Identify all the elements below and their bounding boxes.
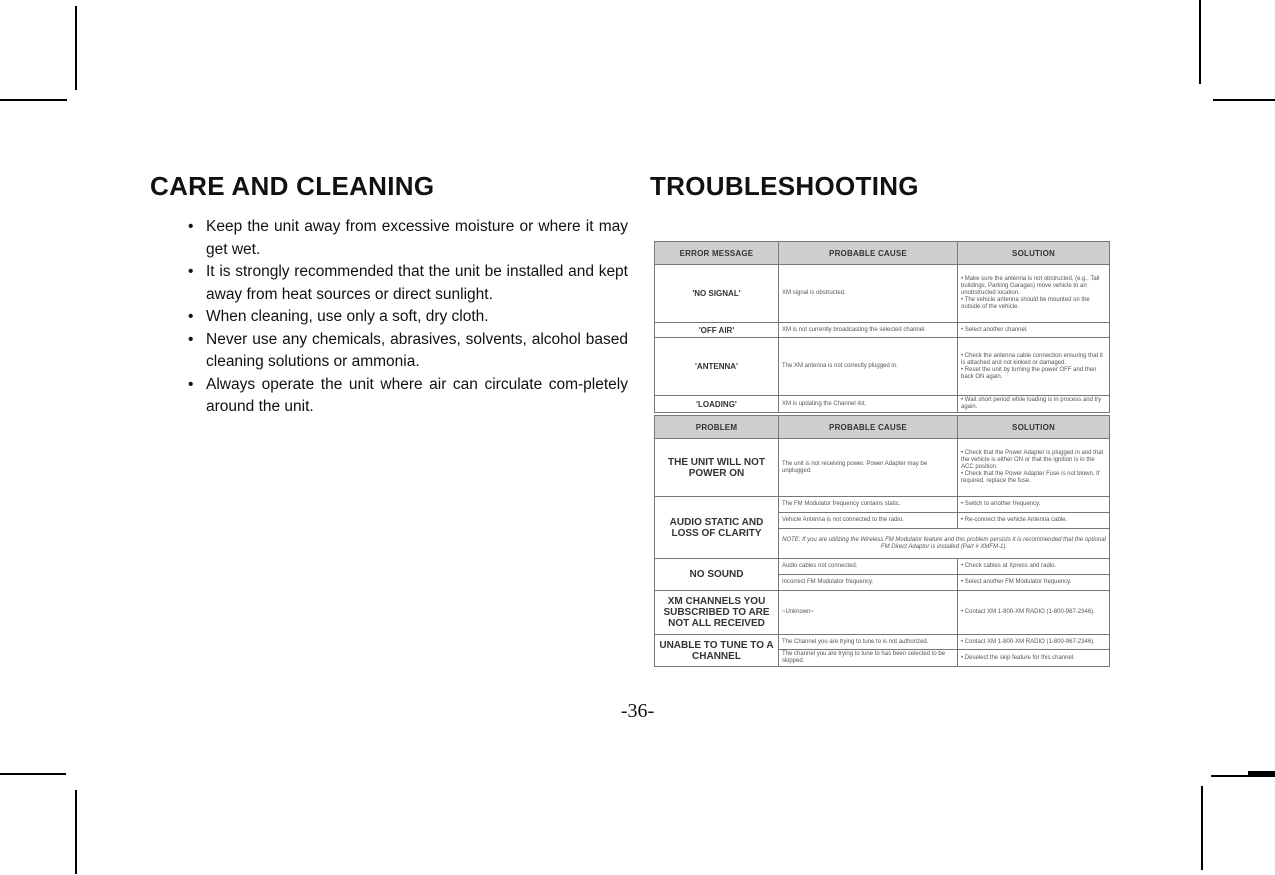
solution: • Make sure the antenna is not obstructed, (e.g., Tall buildings, Parking Garages) move vehicle to an unobstructed location. • The vehicle antenna should be mounted on the outside of the vehicle. <box>958 265 1110 323</box>
crop-mark <box>0 99 67 101</box>
table-row <box>655 323 1110 338</box>
solution: • Re-connect the vehicle Antenna cable. <box>958 513 1110 529</box>
bullet-icon: • <box>188 330 194 348</box>
table-row <box>655 396 1110 413</box>
problem: AUDIO STATIC AND LOSS OF CLARITY <box>655 497 779 559</box>
table-row <box>655 497 1110 513</box>
crop-mark <box>75 790 77 874</box>
problem: XM CHANNELS YOU SUBSCRIBED TO ARE NOT ALL RECEIVED <box>655 591 779 635</box>
probable-cause: XM is updating the Channel list. <box>779 396 958 413</box>
care-list <box>150 216 628 419</box>
list-item: • Keep the unit away from excessive moisture or where it may get wet. <box>188 218 628 258</box>
solution: • Switch to another frequency. <box>958 497 1110 513</box>
column-header: PROBLEM <box>655 416 779 439</box>
problem-table <box>654 415 1110 667</box>
solution: • Check the antenna cable connection ensuring that it is attached and not kinked or damaged. • Reset the unit by turning the power OFF and then back ON again. <box>958 338 1110 396</box>
crop-mark <box>1213 99 1275 101</box>
probable-cause: The channel you are trying to tune to has been selected to be skipped. <box>779 650 958 667</box>
table-row <box>655 265 1110 323</box>
crop-mark <box>1199 0 1201 84</box>
probable-cause: XM signal is obstructed. <box>779 265 958 323</box>
error-table <box>654 241 1110 413</box>
solution: • Deselect the skip feature for this channel. <box>958 650 1110 667</box>
solution: • Check that the Power Adapter is plugged in and that the vehicle is either ON or that the ignition is in the ACC position. • Check that the Power Adapter Fuse is not blown. If required, replace the fuse. <box>958 439 1110 497</box>
error-message: 'LOADING' <box>655 396 779 413</box>
column-header: PROBABLE CAUSE <box>779 242 958 265</box>
column-header: SOLUTION <box>958 416 1110 439</box>
solution: • Wait short period while loading is in process and try again. <box>958 396 1110 413</box>
care-section <box>150 170 628 419</box>
list-item: • When cleaning, use only a soft, dry cloth. <box>150 306 628 329</box>
solution: • Contact XM 1-800-XM RADIO (1-800-967-2346). <box>958 635 1110 650</box>
error-message: 'OFF AIR' <box>655 323 779 338</box>
probable-cause: The FM Modulator frequency contains static. <box>779 497 958 513</box>
probable-cause: The Channel you are trying to tune to is not authorized. <box>779 635 958 650</box>
crop-mark <box>1201 786 1203 870</box>
solution: • Select another channel. <box>958 323 1110 338</box>
error-message: 'NO SIGNAL' <box>655 265 779 323</box>
problem: UNABLE TO TUNE TO A CHANNEL <box>655 635 779 667</box>
problem: THE UNIT WILL NOT POWER ON <box>655 439 779 497</box>
solution: • Check cables at Xpress and radio. <box>958 559 1110 575</box>
solution: • Contact XM 1-800-XM RADIO (1-800-967-2346). <box>958 591 1110 635</box>
list-item: • It is strongly recommended that the unit be installed and kept away from heat sources or direct sunlight. <box>188 263 628 303</box>
column-header: PROBABLE CAUSE <box>779 416 958 439</box>
column-header: ERROR MESSAGE <box>655 242 779 265</box>
table-header-row <box>655 416 1110 439</box>
probable-cause: Incorrect FM Modulator frequency. <box>779 575 958 591</box>
crop-mark <box>1211 775 1275 777</box>
probable-cause: The unit is not receiving power. Power Adapter may be unplugged. <box>779 439 958 497</box>
table-header-row <box>655 242 1110 265</box>
probable-cause: Vehicle Antenna is not connected to the radio. <box>779 513 958 529</box>
probable-cause: Audio cables not connected. <box>779 559 958 575</box>
error-message: 'ANTENNA' <box>655 338 779 396</box>
solution: • Select another FM Modulator frequency. <box>958 575 1110 591</box>
troubleshooting-table <box>654 241 1109 684</box>
bullet-icon: • <box>188 375 194 393</box>
probable-cause: ~Unknown~ <box>779 591 958 635</box>
problem: NO SOUND <box>655 559 779 591</box>
table-row <box>655 559 1110 575</box>
list-item: • Never use any chemicals, abrasives, solvents, alcohol based cleaning solutions or ammonia. <box>188 330 628 370</box>
list-item: • Always operate the unit where air can circulate com-pletely around the unit. <box>188 375 628 415</box>
page-number: -36- <box>620 700 655 722</box>
troubleshooting-section <box>650 170 1120 202</box>
crop-mark <box>0 773 66 775</box>
bullet-icon: • <box>188 308 194 325</box>
note: NOTE: If you are utilizing the Wireless FM Modulator feature and this problem persists it is recommended that the optional FM Direct Adaptor is installed (Part # XMFM-1). <box>779 529 1110 559</box>
table-row <box>655 591 1110 635</box>
care-title: CARE AND CLEANING <box>150 171 435 201</box>
table-row <box>655 439 1110 497</box>
crop-mark <box>75 6 77 90</box>
troubleshooting-title: TROUBLESHOOTING <box>650 171 919 201</box>
bullet-icon: • <box>188 218 194 235</box>
probable-cause: The XM antenna is not correctly plugged in. <box>779 338 958 396</box>
column-header: SOLUTION <box>958 242 1110 265</box>
crop-mark <box>1248 771 1275 775</box>
bullet-icon: • <box>188 263 194 280</box>
table-row <box>655 635 1110 650</box>
table-row <box>655 338 1110 396</box>
probable-cause: XM is not currently broadcasting the selected channel. <box>779 323 958 338</box>
